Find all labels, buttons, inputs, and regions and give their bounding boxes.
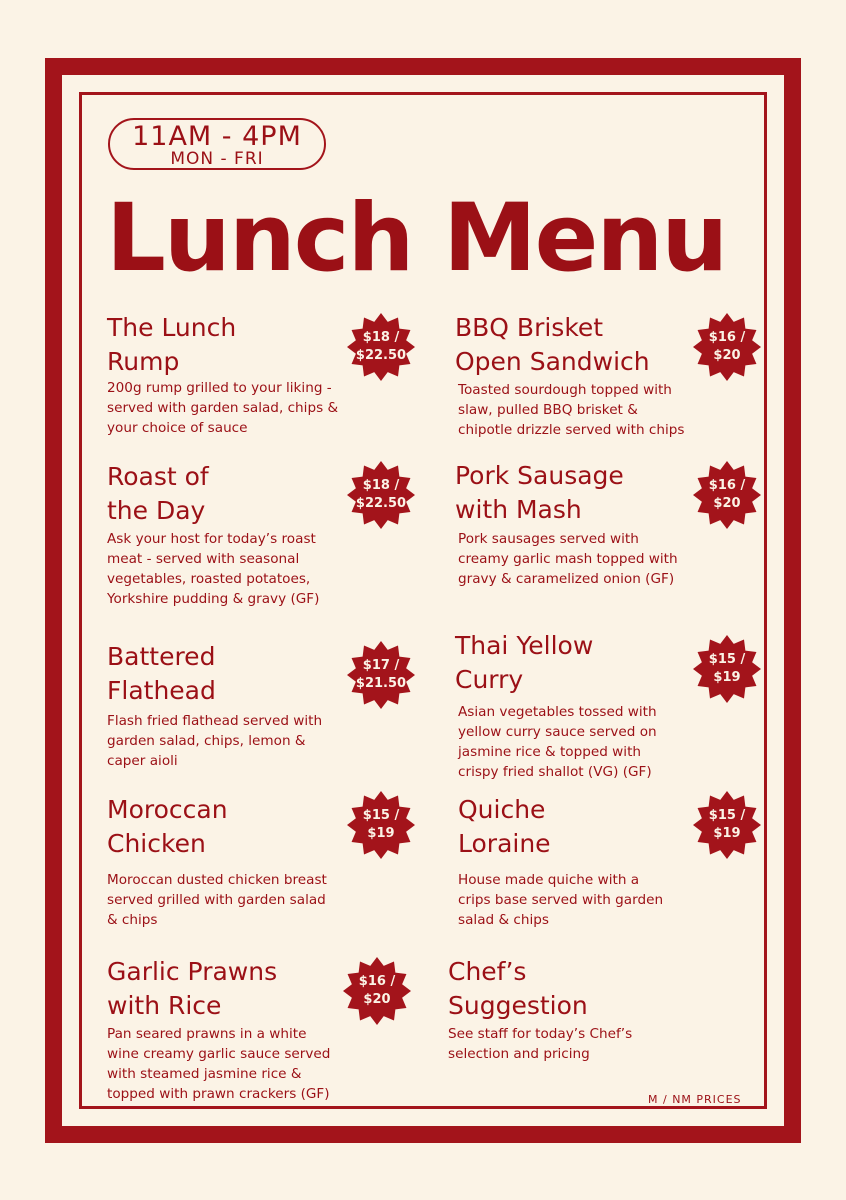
item-description: Asian vegetables tossed with yellow curry sauce served on jasmine rice & topped with crispy fried shallot (VG) (GF)	[458, 704, 657, 780]
item-description: Pork sausages served with creamy garlic mash topped with gravy & caramelized onion (GF)	[458, 531, 678, 587]
hours-days: MON - FRI	[170, 149, 264, 169]
hours-time: 11AM - 4PM	[132, 121, 302, 152]
price-badge: $18 / $22.50	[346, 312, 416, 382]
item-description: See staff for today’s Chef’s selection and pricing	[448, 1026, 633, 1062]
item-name: Pork Sausage with Mash	[455, 461, 624, 524]
price-badge: $15 / $19	[692, 634, 762, 704]
price-badge: $15 / $19	[692, 790, 762, 860]
item-name: The Lunch Rump	[107, 313, 237, 376]
hours-badge	[108, 118, 326, 170]
price-badge: $16 / $20	[692, 312, 762, 382]
item-description: 200g rump grilled to your liking - served with garden salad, chips & your choice of sauce	[107, 380, 339, 436]
item-name: Quiche Loraine	[458, 795, 551, 858]
item-name: Roast of the Day	[107, 462, 209, 525]
item-name: BBQ Brisket Open Sandwich	[455, 313, 650, 376]
item-description: Flash fried flathead served with garden salad, chips, lemon & caper aioli	[107, 713, 323, 769]
price-badge: $15 / $19	[346, 790, 416, 860]
item-description: Toasted sourdough topped with slaw, pulled BBQ brisket & chipotle drizzle served with chips	[458, 382, 685, 438]
item-description: Moroccan dusted chicken breast served grilled with garden salad & chips	[107, 872, 327, 928]
price-badge: $16 / $20	[342, 956, 412, 1026]
price-footnote: M / NM PRICES	[648, 1093, 742, 1106]
item-name: Thai Yellow Curry	[455, 631, 594, 694]
price-badge: $18 / $22.50	[346, 460, 416, 530]
item-description: House made quiche with a crips base served with garden salad & chips	[458, 872, 664, 928]
price-badge: $16 / $20	[692, 460, 762, 530]
item-description: Pan seared prawns in a white wine creamy garlic sauce served with steamed jasmine rice & topped with prawn crackers (GF)	[107, 1026, 331, 1102]
item-name: Garlic Prawns with Rice	[107, 957, 278, 1020]
item-description: Ask your host for today’s roast meat - served with seasonal vegetables, roasted potatoes, Yorkshire pudding & gravy (GF)	[107, 531, 320, 607]
item-name: Chef’s Suggestion	[448, 957, 588, 1020]
item-name: Battered Flathead	[107, 642, 216, 705]
item-name: Moroccan Chicken	[107, 795, 228, 858]
page-title: Lunch Menu	[106, 184, 727, 293]
price-badge: $17 / $21.50	[346, 640, 416, 710]
